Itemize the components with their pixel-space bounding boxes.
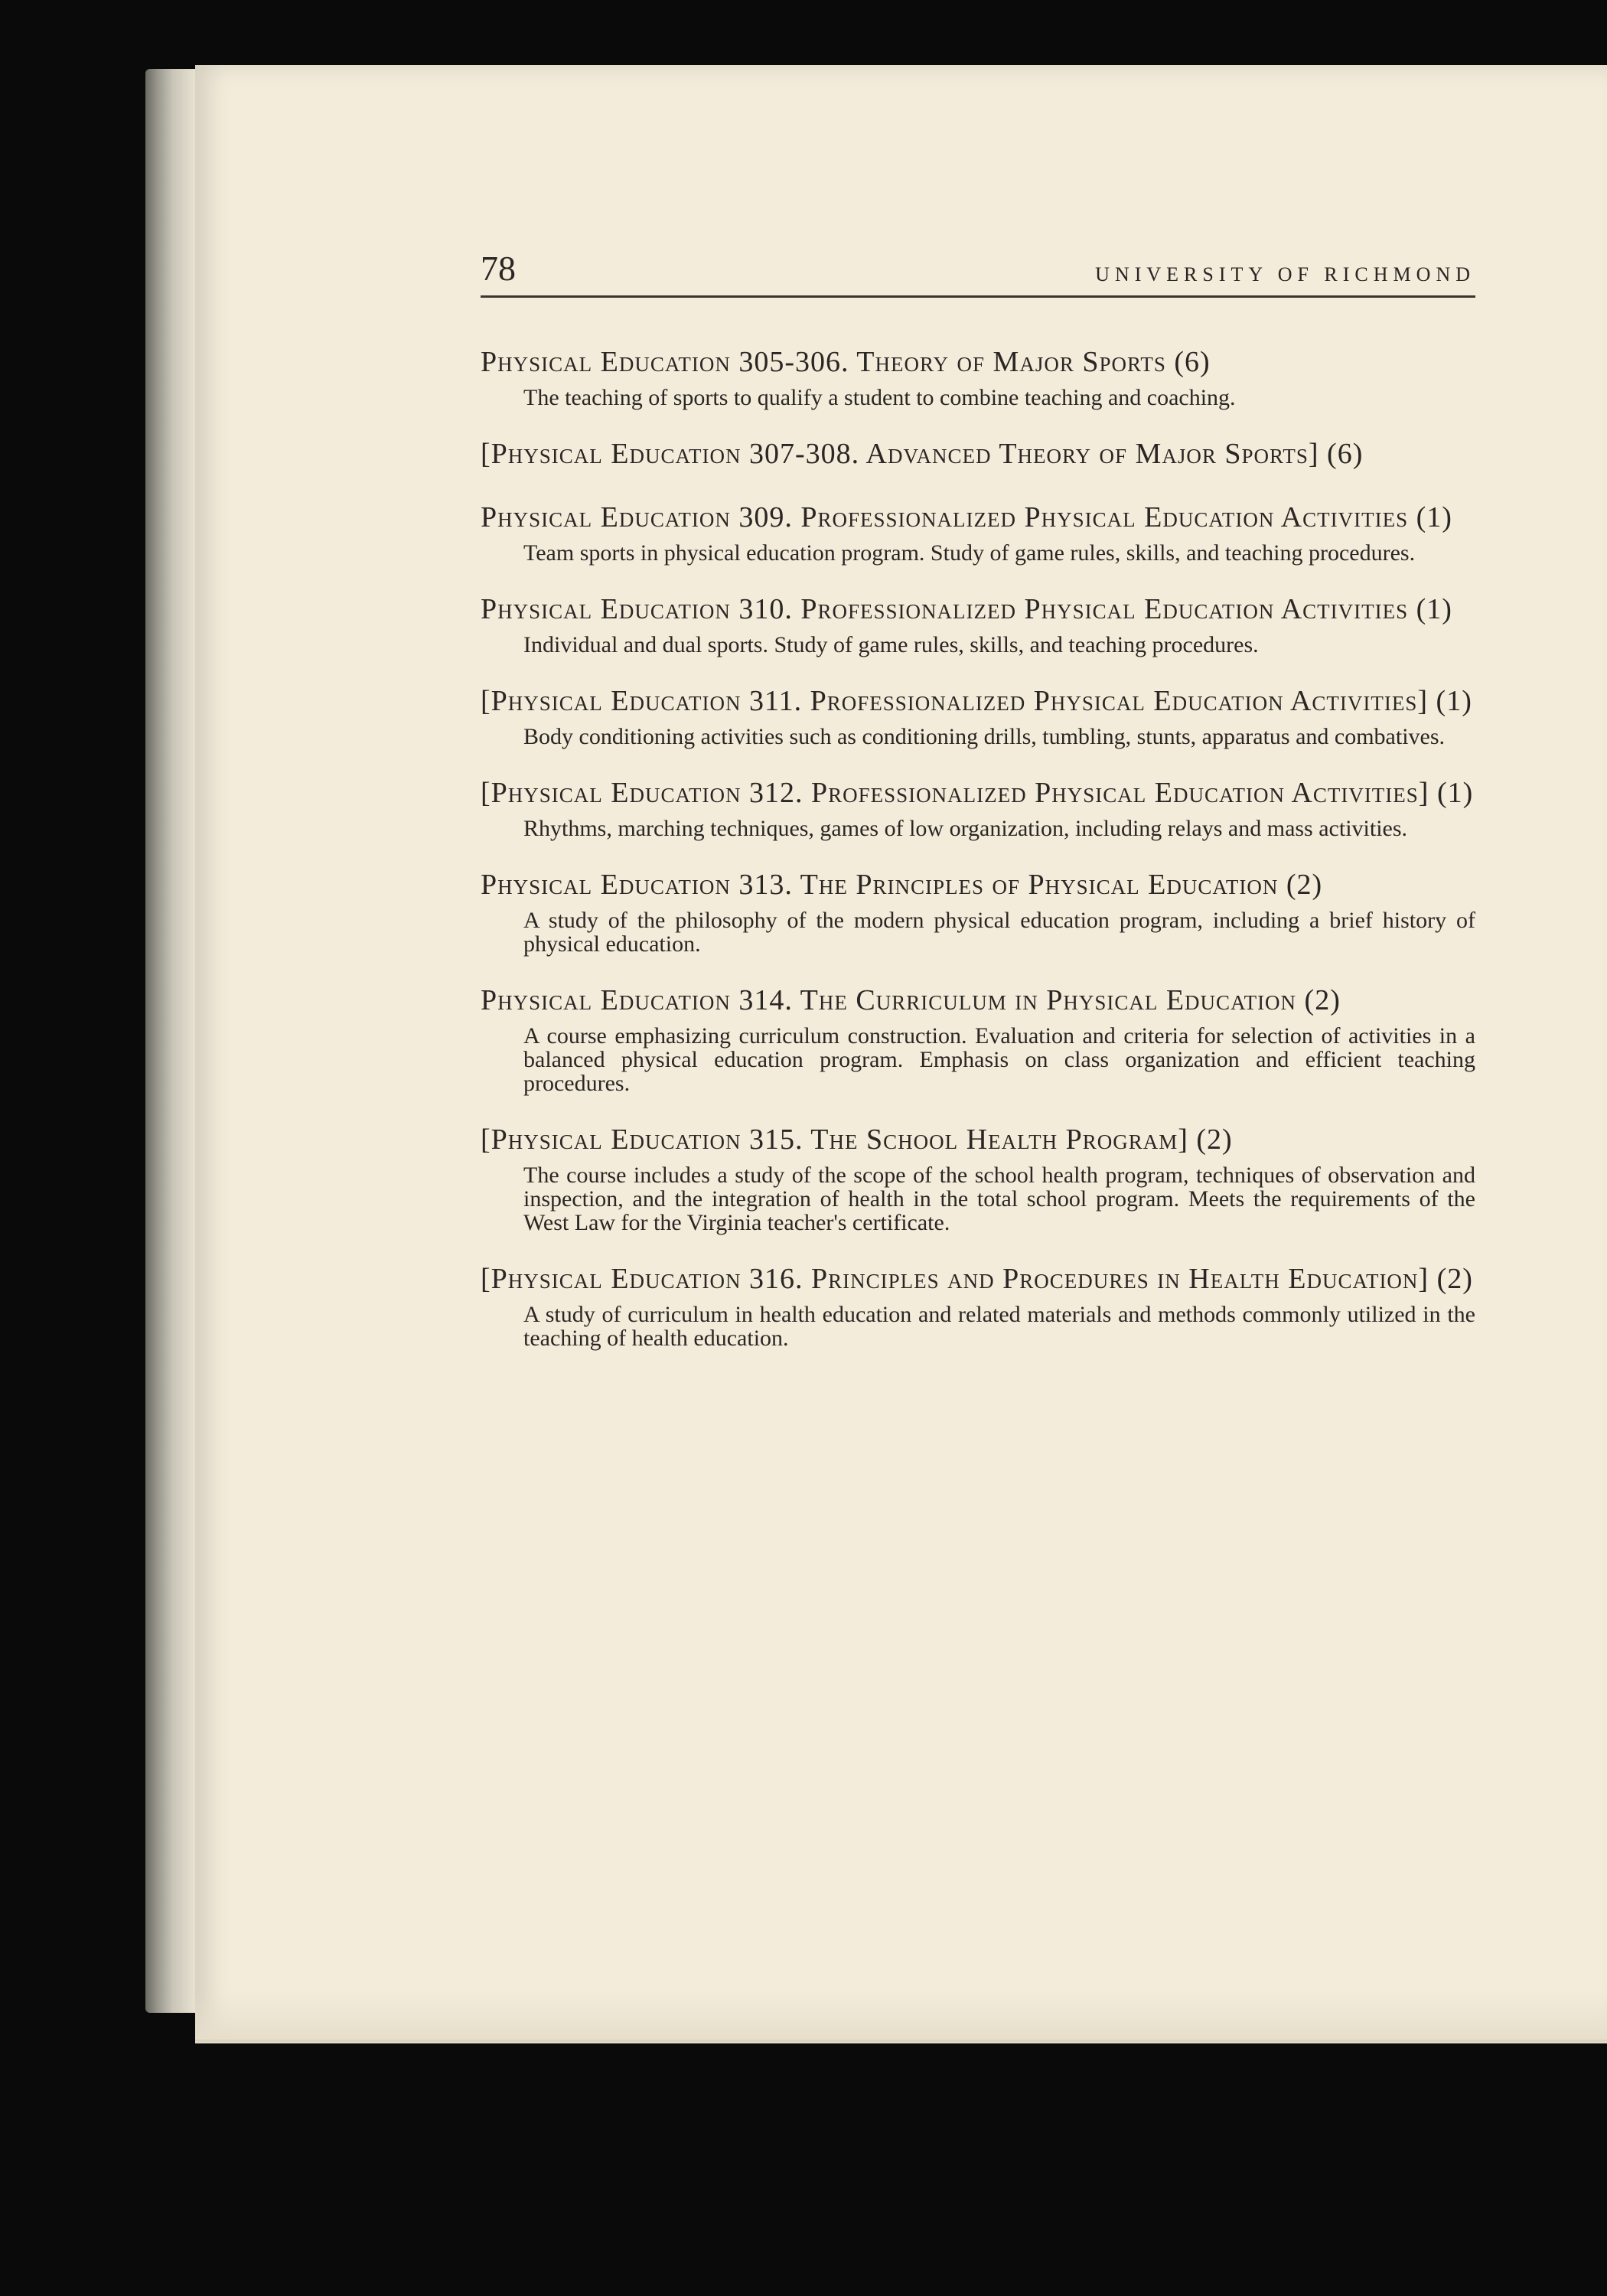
course-description: Individual and dual sports. Study of game rules, skills, and teaching procedures. xyxy=(523,632,1259,657)
course-list xyxy=(481,344,1475,1350)
course-entry xyxy=(481,866,1475,956)
course-entry xyxy=(481,435,1475,473)
course-title: [Physical Education 311. Professionalized Physical Education Activities] (1) xyxy=(481,685,1472,717)
course-description: Rhythms, marching techniques, games of low organization, including relays and mass activities. xyxy=(523,816,1408,841)
course-title: Physical Education 314. The Curriculum in Physical Education (2) xyxy=(481,984,1341,1016)
page-number: 78 xyxy=(481,249,516,288)
course-description: Body conditioning activities such as conditioning drills, tumbling, stunts, apparatus and combatives. xyxy=(523,724,1446,749)
course-description: The teaching of sports to qualify a student to combine teaching and coaching. xyxy=(523,385,1236,410)
course-title: Physical Education 313. The Principles of Physical Education (2) xyxy=(481,869,1323,901)
running-head: UNIVERSITY OF RICHMOND xyxy=(1095,263,1475,285)
page-bottom-shadow xyxy=(195,1990,1607,2043)
course-description: A study of the philosophy of the modern physical education program, including a brief history of physical education. xyxy=(523,908,1475,957)
course-title: [Physical Education 315. The School Health Program] (2) xyxy=(481,1124,1233,1156)
course-entry xyxy=(481,683,1475,748)
page-header xyxy=(481,246,1475,298)
course-title: [Physical Education 307-308. Advanced Theory of Major Sports] (6) xyxy=(481,438,1364,470)
course-description: The course includes a study of the scope of the school health program, techniques of observation and inspection, and the integration of health in the total school program. Meets the requirements of the West Law for the Virginia teacher's certificate. xyxy=(523,1163,1475,1235)
course-title: Physical Education 309. Professionalized Physical Education Activities (1) xyxy=(481,501,1452,533)
course-title: Physical Education 310. Professionalized Physical Education Activities (1) xyxy=(481,593,1452,625)
course-entry xyxy=(481,1121,1475,1234)
course-entry xyxy=(481,344,1475,409)
course-entry xyxy=(481,591,1475,657)
page-content xyxy=(481,246,1475,1376)
course-entry xyxy=(481,775,1475,840)
course-description: A study of curriculum in health education and related materials and methods commonly utilized in the teaching of health education. xyxy=(523,1302,1475,1351)
course-description: A course emphasizing curriculum construction. Evaluation and criteria for selection of activities in a balanced physical education program. Emphasis on class organization and efficient teaching procedures. xyxy=(523,1023,1475,1096)
course-entry xyxy=(481,499,1475,565)
course-title: Physical Education 305-306. Theory of Major Sports (6) xyxy=(481,346,1211,378)
course-title: [Physical Education 312. Professionalized Physical Education Activities] (1) xyxy=(481,777,1474,809)
course-title: [Physical Education 316. Principles and Procedures in Health Education] (2) xyxy=(481,1263,1473,1295)
course-entry xyxy=(481,1261,1475,1350)
course-entry xyxy=(481,982,1475,1095)
course-description: Team sports in physical education program. Study of game rules, skills, and teaching procedures. xyxy=(523,540,1416,566)
